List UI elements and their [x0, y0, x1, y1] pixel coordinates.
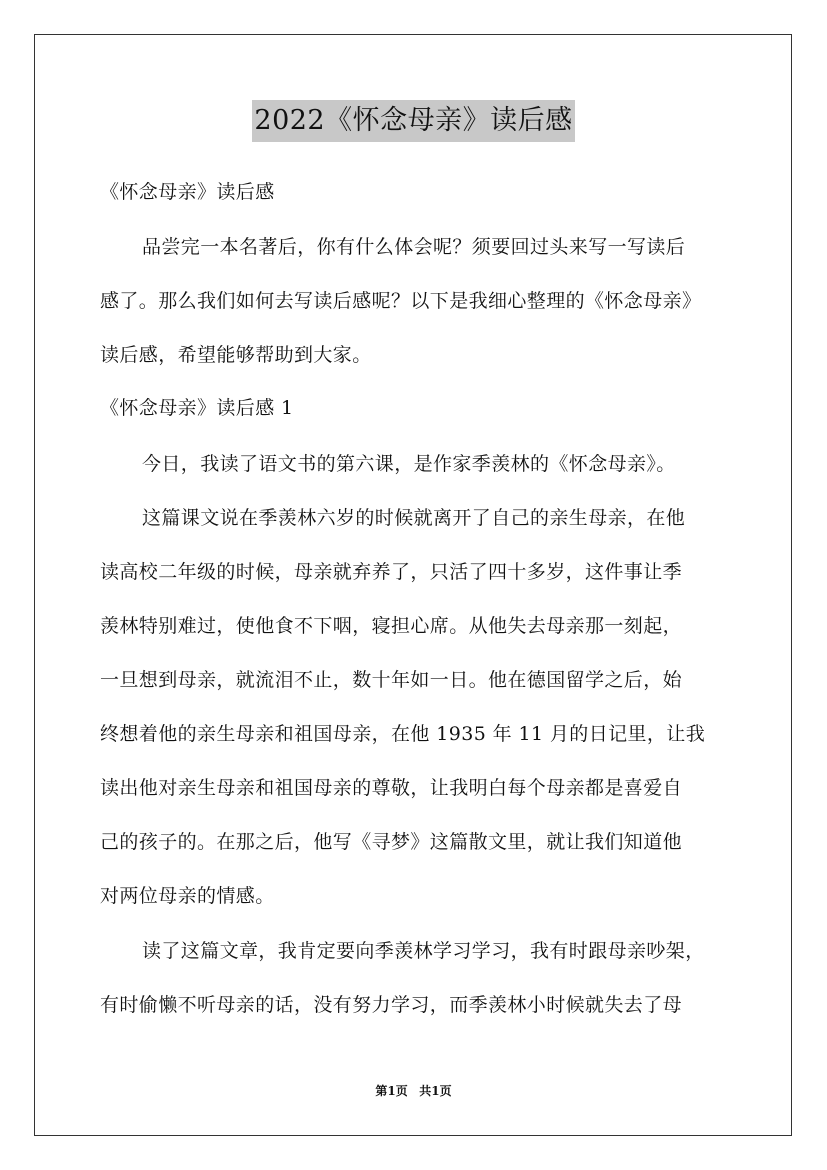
title-container	[0, 100, 827, 142]
paragraph-line: 对两位母亲的情感。	[100, 885, 275, 907]
page-footer	[0, 1082, 827, 1100]
paragraph-line: 羡林特别难过，使他食不下咽，寝担心席。从他失去母亲那一刻起，	[100, 615, 683, 637]
paragraph-line: 有时偷懒不听母亲的话，没有努力学习，而季羡林小时候就失去了母	[100, 994, 683, 1016]
paragraph-line: 读高校二年级的时候，母亲就弃养了，只活了四十多岁，这件事让季	[100, 561, 683, 583]
paragraph-line: 己的孩子的。在那之后，他写《寻梦》这篇散文里，就让我们知道他	[100, 831, 683, 853]
paragraph-line: 今日，我读了语文书的第六课，是作家季羡林的《怀念母亲》。	[142, 453, 676, 475]
paragraph-line: 这篇课文说在季羡林六岁的时候就离开了自己的亲生母亲，在他	[142, 507, 686, 529]
document-title: 2022《怀念母亲》读后感	[252, 100, 574, 142]
paragraph-line: 读了这篇文章，我肯定要向季羡林学习学习，我有时跟母亲吵架，	[142, 940, 705, 962]
page-number: 第1页	[375, 1084, 408, 1098]
paragraph-line: 读后感，希望能够帮助到大家。	[100, 344, 372, 366]
paragraph-line: 感了。那么我们如何去写读后感呢？以下是我细心整理的《怀念母亲》	[100, 290, 702, 312]
paragraph-line: 品尝完一本名著后，你有什么体会呢？须要回过头来写一写读后	[142, 236, 686, 258]
page-total: 共1页	[419, 1084, 452, 1098]
paragraph-line: 一旦想到母亲，就流泪不止，数十年如一日。他在德国留学之后，始	[100, 669, 683, 691]
paragraph-line: 终想着他的亲生母亲和祖国母亲，在他 1935 年 11 月的日记里，让我	[100, 723, 706, 745]
section-heading: 《怀念母亲》读后感 1	[100, 397, 294, 419]
paragraph-line: 读出他对亲生母亲和祖国母亲的尊敬，让我明白每个母亲都是喜爱自	[100, 777, 683, 799]
section-heading: 《怀念母亲》读后感	[100, 181, 275, 203]
